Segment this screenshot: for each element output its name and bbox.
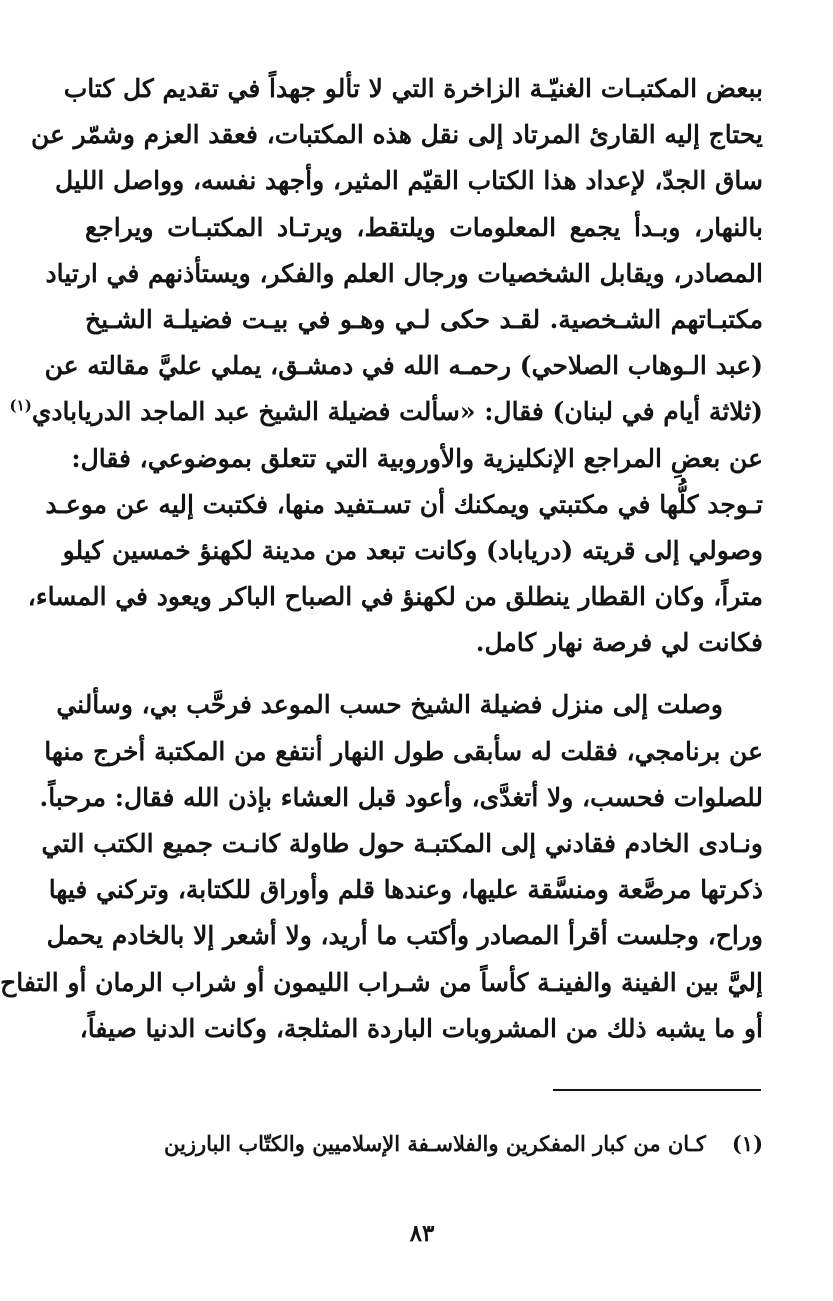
body-text [0,66,763,1052]
text-line: عن برنامجي، فقلت له سأبقى طول النهار أنتفع من المكتبة أخرج منها [44,736,763,766]
text-line: يحتاج إليه القارئ المرتاد إلى نقل هذه المكتبات، فعقد العزم وشمّر عن [31,120,763,150]
text-line: (عبد الـوهاب الصلاحي) رحمـه الله في دمشـق، يملي عليَّ مقالته عن [44,351,763,381]
text-line: بالنهار، وبـدأ يجمع المعلومات ويلتقط، ويرتـاد المكتبـات ويراجع [85,212,763,242]
text-line: عن بعضِ المراجع الإنكليزية والأوروبية التي تتعلق بموضوعي، فقال: [71,443,763,473]
text-line-with-footnote-ref [9,389,763,435]
text-line: للصلوات فحسب، ولا أتغدَّى، وأعود قبل العشاء بإذن الله فقال: مرحباً. [39,782,763,812]
text-line-content: (ثلاثة أيام في لبنان) فقال: «سألت فضيلة الشيخ عبد الماجد الدريابادي [31,397,763,427]
text-line: ببعض المكتبـات الغنيّـة الزاخرة التي لا تألو جهداً في تقديم كل كتاب [63,74,763,103]
text-line: إليَّ بين الفينة والفينـة كأساً من شـراب الليمون أو شراب الرمان أو التفاح [0,967,763,997]
text-line: وراح، وجلست أقرأ المصادر وأكتب ما أريد، ولا أشعر إلا بالخادم يحمل [46,921,763,951]
paragraph-gap [85,666,763,682]
paragraph-1 [9,66,763,666]
text-line: ذكرتها مرصَّعة ومنسَّقة عليها، وعندها قلم وأوراق للكتابة، وتركني فيها [48,875,763,905]
page-number: ٨٣ [409,1220,435,1247]
text-line: متراً، وكان القطار ينطلق من لكهنؤ في الصباح الباكر ويعود في المساء، [27,582,763,612]
text-line: وصولي إلى قريته (درياباد) وكانت تبعد من مدينة لكهنؤ خمسين كيلو [62,535,763,565]
text-line: مكتبـاتهم الشـخصية. لقـد حكى لـي وهـو في بيـت فضيلـة الشـيخ [85,304,763,334]
footnote-marker: (١) [731,1131,763,1156]
text-line: تـوجد كلُّها في مكتبتي ويمكنك أن تسـتفيد منها، فكتبت إليه عن موعـد [45,489,763,519]
footnote-reference[interactable]: (١) [9,396,32,415]
text-line: فكانت لي فرصة نهار كامل. [475,628,763,658]
footnote [85,1126,763,1162]
footnote-divider [553,1089,761,1091]
text-line: ساق الجدّ، لإعداد هذا الكتاب القيّم المثير، وأجهد نفسه، وواصل الليل [54,166,763,196]
text-line: ونـادى الخادم فقادني إلى المكتبـة حول طاولة كانـت جميع الكتب التي [41,829,763,858]
text-line: أو ما يشبه ذلك من المشروبات الباردة المثلجة، وكانت الدنيا صيفاً، [79,1013,763,1043]
text-line: المصادر، ويقابل الشخصيات ورجال العلم والفكر، ويستأذنهم في ارتياد [45,258,763,288]
footnote-text: كـان من كبار المفكرين والفلاسـفة الإسلاميين والكتّاب البارزين [164,1131,706,1156]
text-line: وصلت إلى منزل فضيلة الشيخ حسب الموعد فرحَّب بي، وسألني [56,690,723,720]
paragraph-2 [0,682,763,1052]
